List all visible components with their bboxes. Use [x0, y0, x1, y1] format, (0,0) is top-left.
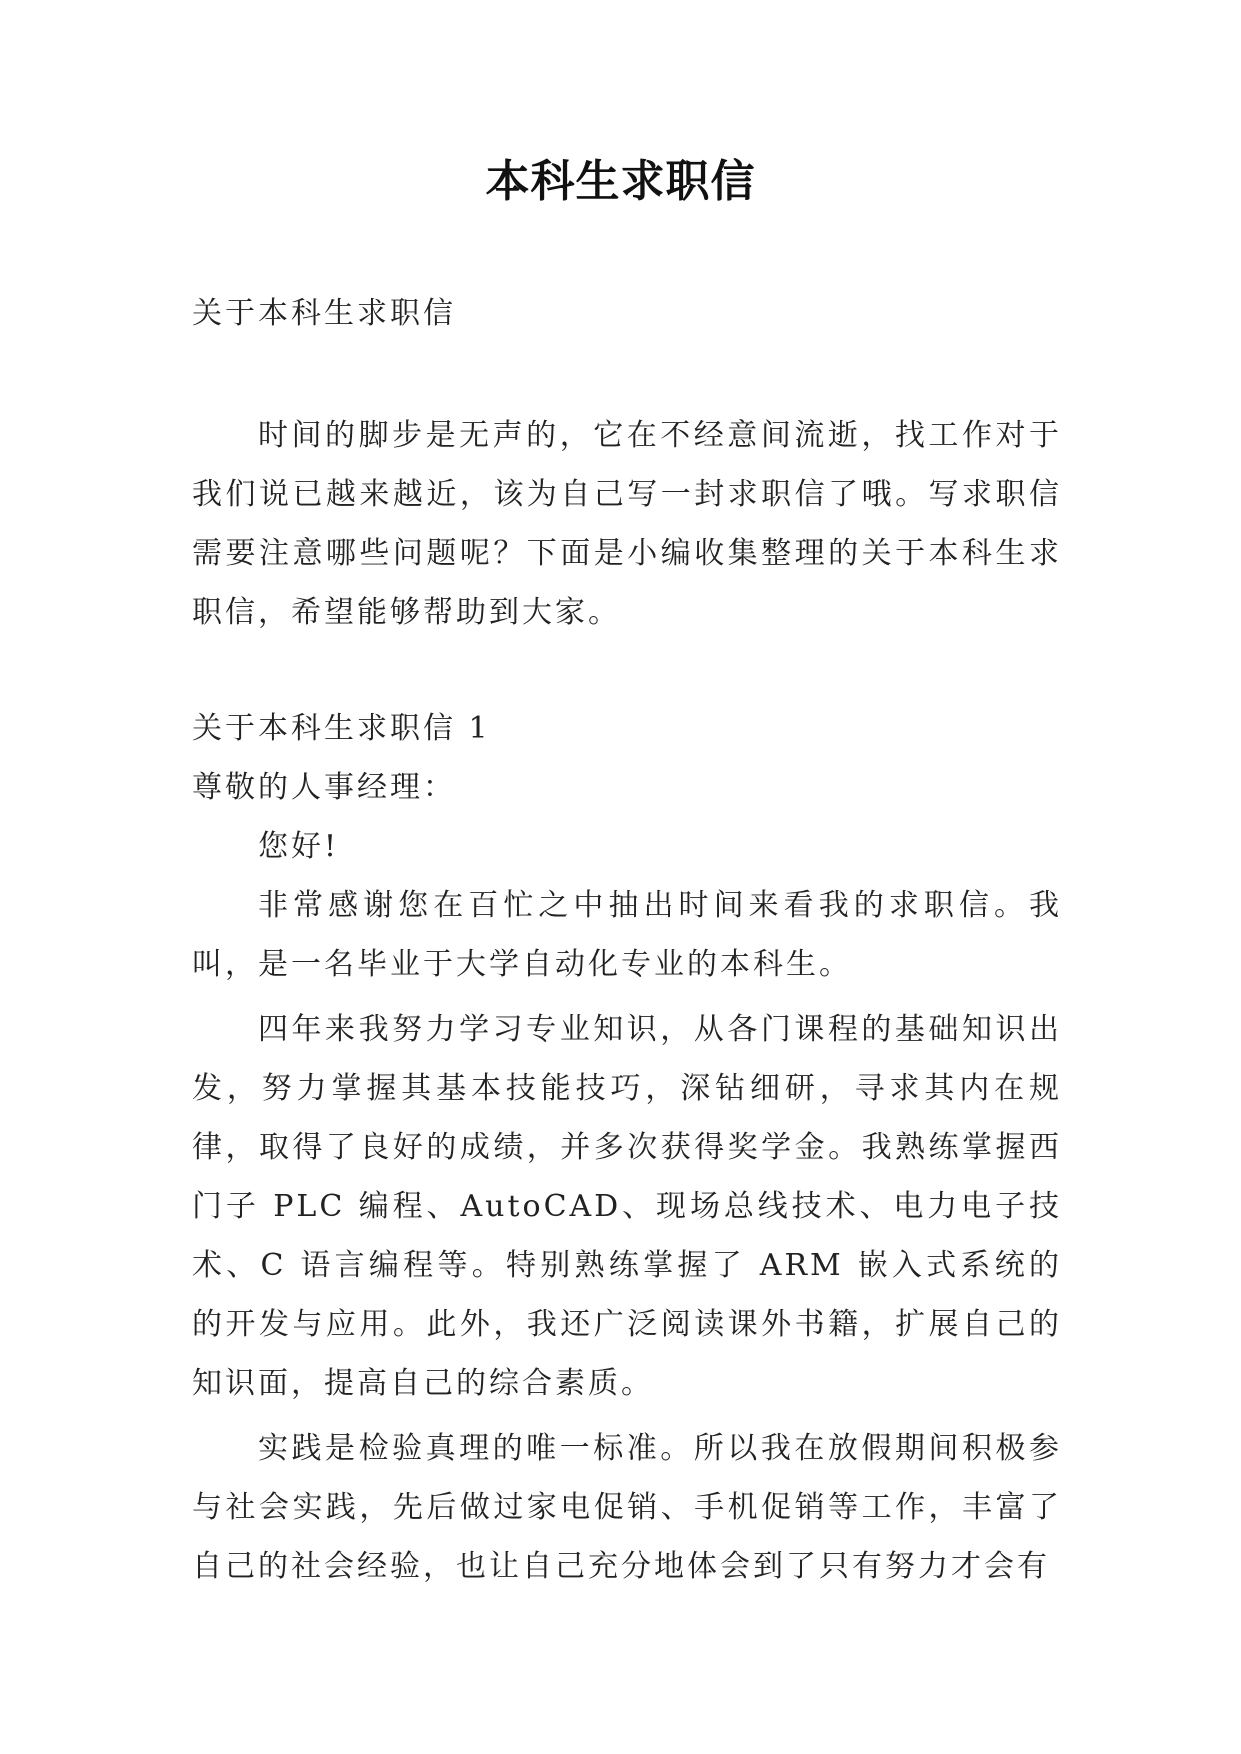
letter-paragraph: 非常感谢您在百忙之中抽出时间来看我的求职信。我叫，是一名毕业于大学自动化专业的本科生。 [192, 888, 1062, 982]
document-title: 本科生求职信 [485, 156, 756, 207]
greeting: 您好! [258, 829, 340, 864]
intro-paragraph: 时间的脚步是无声的，它在不经意间流逝，找工作对于我们说已越来越近，该为自己写一封求职信了哦。写求职信需要注意哪些问题呢？下面是小编收集整理的关于本科生求职信，希望能够帮助到大家。 [192, 418, 1062, 630]
document-subtitle: 关于本科生求职信 [192, 296, 456, 331]
salutation: 尊敬的人事经理： [192, 770, 456, 805]
section-heading: 关于本科生求职信 1 [192, 711, 491, 746]
letter-paragraph: 四年来我努力学习专业知识，从各门课程的基础知识出发，努力掌握其基本技能技巧，深钻细研，寻求其内在规律，取得了良好的成绩，并多次获得奖学金。我熟练掌握西门子 PLC 编程、AutoCAD、现场总线技术、电力电子技术、C 语言编程等。特别熟练掌握了 ARM 嵌入式系统的的开发与应用。此外，我还广泛阅读课外书籍，扩展自己的知识面，提高自己的综合素质。 [192, 1012, 1062, 1401]
letter-paragraph: 实践是检验真理的唯一标准。所以我在放假期间积极参与社会实践，先后做过家电促销、手机促销等工作，丰富了自己的社会经验，也让自己充分地体会到了只有努力才会有 [192, 1431, 1062, 1584]
letter-section [192, 699, 1062, 1596]
